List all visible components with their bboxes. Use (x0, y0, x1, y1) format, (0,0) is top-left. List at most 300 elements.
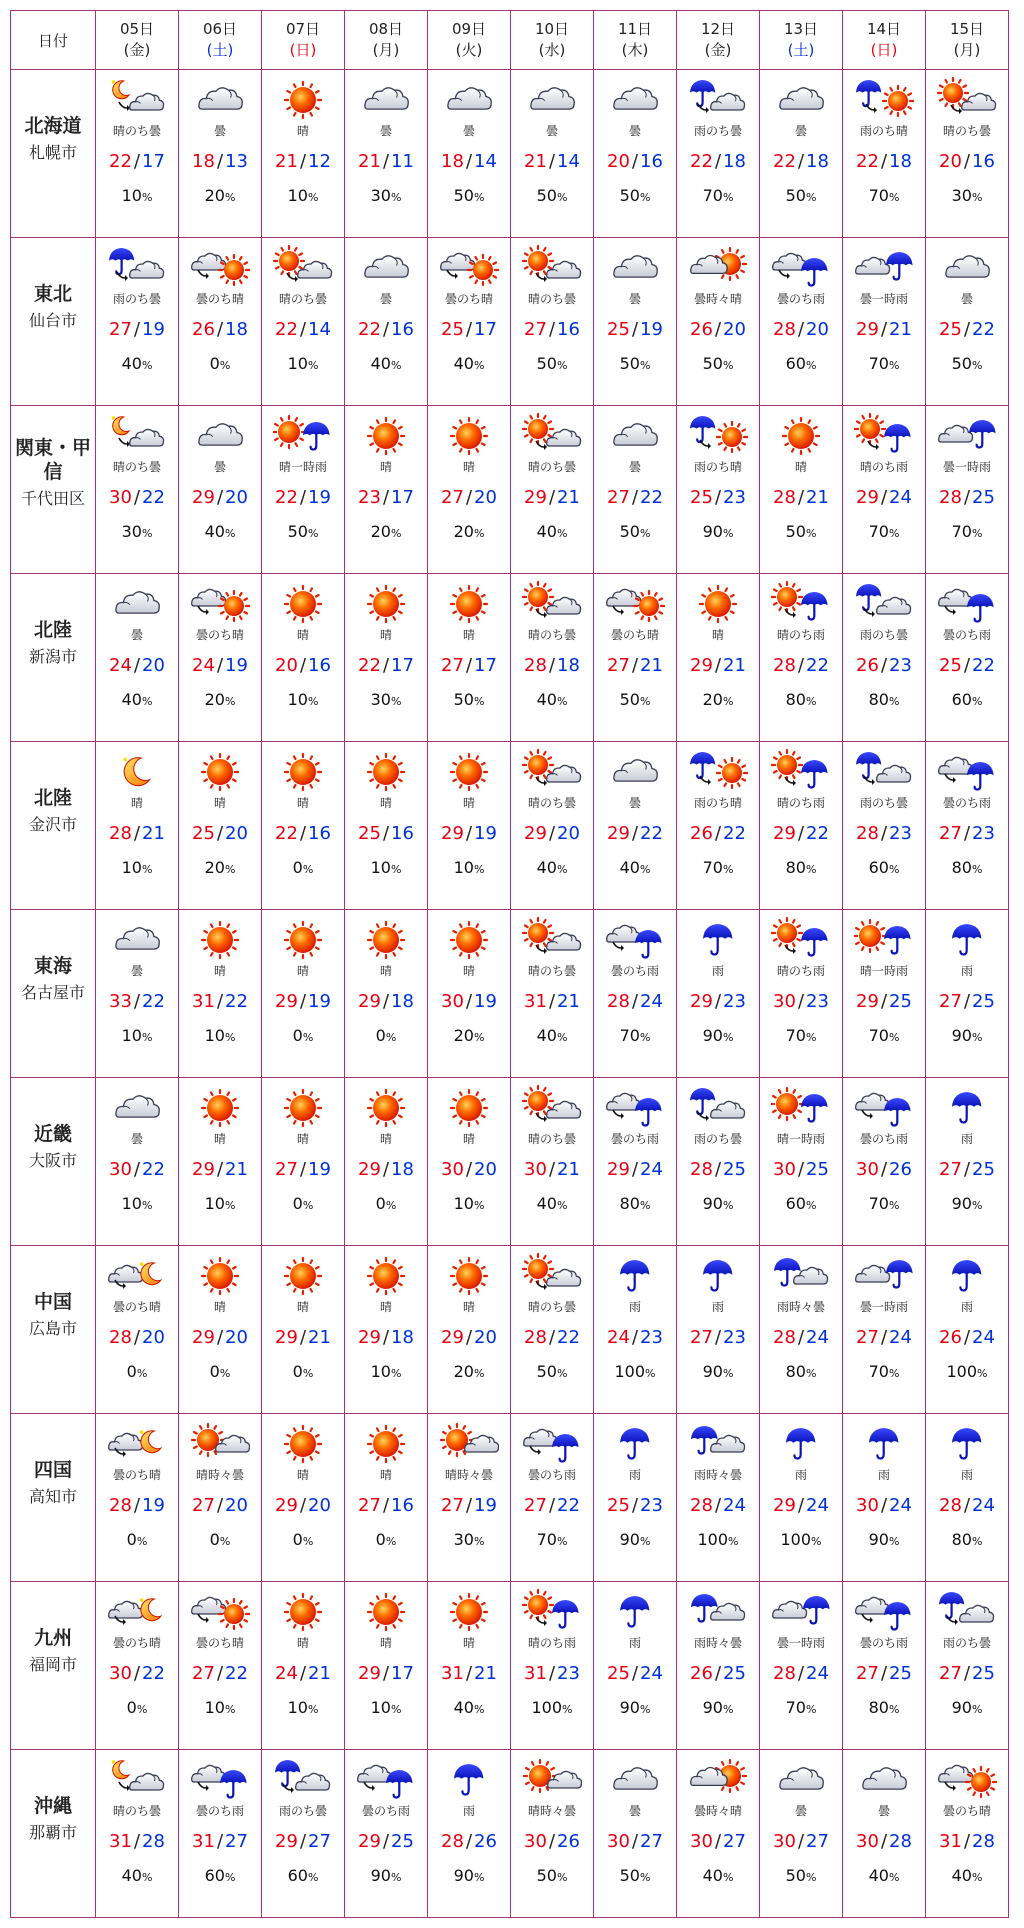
forecast-cell (926, 70, 1009, 238)
low-temp: 25 (723, 1159, 746, 1180)
temp-separator: / (714, 1831, 722, 1852)
low-temp: 24 (889, 1495, 912, 1516)
region-header (11, 1078, 96, 1246)
rain-icon (688, 916, 748, 962)
high-temp: 27 (856, 1327, 879, 1348)
percent-sign: % (639, 1703, 651, 1716)
forecast-cell (262, 1582, 345, 1750)
weather-text: 曇 (379, 292, 392, 306)
weather-text: 晴 (296, 124, 309, 138)
temp-separator: / (631, 655, 639, 676)
temp-separator: / (299, 823, 307, 844)
forecast-cell (760, 70, 843, 238)
high-temp: 27 (441, 487, 464, 508)
day-weekday: (土) (787, 41, 815, 59)
low-temp: 18 (806, 151, 829, 172)
forecast-cell (428, 1246, 511, 1414)
precip-value: 50 (785, 522, 806, 541)
low-temp: 27 (308, 1831, 331, 1852)
temp-separator: / (216, 655, 224, 676)
temp-separator: / (133, 655, 141, 676)
weather-text: 晴のち曇 (527, 1132, 576, 1146)
percent-sign: % (971, 1535, 983, 1548)
high-temp: 28 (939, 1495, 962, 1516)
low-temp: 23 (640, 1327, 663, 1348)
weather-text: 雨のち曇 (112, 292, 161, 306)
high-temp: 28 (524, 655, 547, 676)
precip-chance (96, 690, 178, 712)
temperature-pair (262, 655, 344, 677)
temp-separator: / (797, 1327, 805, 1348)
percent-sign: % (141, 359, 153, 372)
temp-separator: / (797, 487, 805, 508)
low-temp: 19 (142, 1495, 165, 1516)
weather-text: 晴 (462, 1300, 475, 1314)
low-temp: 23 (806, 991, 829, 1012)
low-temp: 22 (640, 823, 663, 844)
rain-sometimes-cloud-icon (688, 1420, 748, 1466)
low-temp: 23 (889, 655, 912, 676)
high-temp: 27 (939, 1159, 962, 1180)
region-name: 九州 (33, 1627, 72, 1649)
percent-sign: % (556, 863, 568, 876)
temperature-pair (179, 823, 261, 845)
temp-separator: / (880, 1495, 888, 1516)
forecast-cell (96, 70, 179, 238)
precip-value: 20 (370, 522, 391, 541)
forecast-cell (96, 406, 179, 574)
precip-value: 40 (536, 858, 557, 877)
weather-text: 雨 (794, 1468, 807, 1482)
temp-separator: / (216, 487, 224, 508)
high-temp: 25 (441, 319, 464, 340)
cloud-icon (605, 244, 665, 290)
precip-value: 60 (868, 858, 889, 877)
weather-text: 晴 (379, 1132, 392, 1146)
weather-text: 雨時々曇 (776, 1300, 825, 1314)
weather-text: 晴 (379, 628, 392, 642)
high-temp: 29 (192, 1159, 215, 1180)
temperature-pair (594, 1327, 676, 1349)
region-name: 北海道 (24, 115, 82, 137)
forecast-cell (677, 1246, 760, 1414)
weather-text: 曇 (628, 292, 641, 306)
weather-text: 曇のち晴 (610, 628, 659, 642)
temperature-pair (179, 655, 261, 677)
precip-chance (262, 354, 344, 376)
low-temp: 21 (142, 823, 165, 844)
temperature-pair (428, 1159, 510, 1181)
temperature-pair (96, 487, 178, 509)
precip-chance (96, 1530, 178, 1552)
percent-sign: % (385, 1199, 397, 1212)
weather-text: 曇 (130, 964, 143, 978)
temp-separator: / (714, 151, 722, 172)
precip-chance (843, 1026, 925, 1048)
forecast-cell (345, 1750, 428, 1918)
precip-chance (760, 690, 842, 712)
weather-text: 曇 (628, 796, 641, 810)
temp-separator: / (963, 1327, 971, 1348)
percent-sign: % (971, 1199, 983, 1212)
precip-chance (594, 1194, 676, 1216)
precip-value: 50 (536, 186, 557, 205)
forecast-cell (96, 742, 179, 910)
temp-separator: / (465, 487, 473, 508)
forecast-cell (428, 1078, 511, 1246)
low-temp: 24 (889, 1327, 912, 1348)
weather-text: 曇のち晴 (444, 292, 493, 306)
temperature-pair (428, 151, 510, 173)
weather-text: 曇のち雨 (610, 964, 659, 978)
temperature-pair (428, 823, 510, 845)
percent-sign: % (141, 1199, 153, 1212)
day-header (179, 11, 262, 70)
day-date: 10日 (534, 20, 570, 38)
temp-separator: / (880, 1831, 888, 1852)
high-temp: 29 (524, 823, 547, 844)
temperature-pair (843, 1327, 925, 1349)
forecast-cell (428, 1582, 511, 1750)
temp-separator: / (133, 151, 141, 172)
temperature-pair (262, 1831, 344, 1853)
percent-sign: % (302, 1199, 314, 1212)
temperature-pair (926, 1495, 1008, 1517)
temp-separator: / (963, 1831, 971, 1852)
temp-separator: / (631, 151, 639, 172)
sun-then-cloud-icon (522, 1084, 582, 1130)
precip-chance (428, 522, 510, 544)
low-temp: 20 (557, 823, 580, 844)
high-temp: 23 (358, 487, 381, 508)
sun-icon (273, 916, 333, 962)
sun-then-cloud-icon (273, 244, 333, 290)
region-name: 北陸 (33, 619, 72, 641)
temp-separator: / (216, 1831, 224, 1852)
temperature-pair (511, 151, 593, 173)
temp-separator: / (963, 487, 971, 508)
temp-separator: / (133, 319, 141, 340)
precip-chance (428, 354, 510, 376)
temp-separator: / (797, 319, 805, 340)
precip-value: 90 (951, 1698, 972, 1717)
temp-separator: / (382, 151, 390, 172)
city-name: 大阪市 (28, 1151, 77, 1170)
low-temp: 19 (308, 487, 331, 508)
precip-value: 40 (536, 690, 557, 709)
precip-chance (594, 1866, 676, 1888)
low-temp: 21 (225, 1159, 248, 1180)
cloud-then-sun-icon (937, 1756, 997, 1802)
precip-chance (428, 1362, 510, 1384)
cloud-then-sun-icon (190, 1588, 250, 1634)
temp-separator: / (880, 1663, 888, 1684)
precip-value: 70 (868, 354, 889, 373)
high-temp: 22 (856, 151, 879, 172)
cloud-then-sun-icon (605, 580, 665, 626)
precip-value: 0 (292, 1362, 303, 1381)
low-temp: 27 (723, 1831, 746, 1852)
sun-briefly-rain-icon (273, 412, 333, 458)
temperature-pair (511, 1327, 593, 1349)
precip-chance (511, 1362, 593, 1384)
day-date: 09日 (451, 20, 487, 38)
low-temp: 21 (889, 319, 912, 340)
temp-separator: / (797, 655, 805, 676)
sun-icon (273, 580, 333, 626)
percent-sign: % (307, 695, 319, 708)
low-temp: 23 (557, 1663, 580, 1684)
precip-chance (677, 1194, 759, 1216)
forecast-cell (179, 1414, 262, 1582)
low-temp: 16 (972, 151, 995, 172)
day-date: 05日 (119, 20, 155, 38)
weather-text: 晴 (462, 628, 475, 642)
region-row (11, 910, 1009, 1078)
forecast-cell (760, 406, 843, 574)
percent-sign: % (722, 527, 734, 540)
precip-chance (428, 1530, 510, 1552)
forecast-cell (345, 70, 428, 238)
precip-value: 90 (619, 1530, 640, 1549)
temperature-pair (926, 1159, 1008, 1181)
precip-chance (677, 1698, 759, 1720)
low-temp: 24 (640, 991, 663, 1012)
percent-sign: % (473, 1367, 485, 1380)
high-temp: 28 (939, 487, 962, 508)
precip-value: 70 (536, 1530, 557, 1549)
forecast-cell (843, 910, 926, 1078)
temperature-pair (345, 1327, 427, 1349)
temperature-pair (926, 487, 1008, 509)
precip-value: 30 (453, 1530, 474, 1549)
cloud-icon (190, 412, 250, 458)
precip-chance (179, 186, 261, 208)
low-temp: 24 (806, 1327, 829, 1348)
percent-sign: % (302, 1031, 314, 1044)
low-temp: 19 (640, 319, 663, 340)
temperature-pair (677, 823, 759, 845)
precip-value: 10 (121, 1194, 142, 1213)
city-name: 千代田区 (20, 489, 85, 508)
precip-value: 50 (702, 354, 723, 373)
weather-text: 曇のち晴 (195, 628, 244, 642)
forecast-cell (594, 1582, 677, 1750)
precip-chance (843, 186, 925, 208)
sun-then-rain-icon (771, 580, 831, 626)
precip-value: 10 (121, 186, 142, 205)
high-temp: 29 (524, 487, 547, 508)
precip-value: 70 (951, 522, 972, 541)
high-temp: 27 (109, 319, 132, 340)
precip-chance (262, 186, 344, 208)
temp-separator: / (299, 1831, 307, 1852)
region-row (11, 1414, 1009, 1582)
rain-then-cloud-icon (854, 580, 914, 626)
precip-chance (511, 354, 593, 376)
weather-text: 雨 (960, 964, 973, 978)
precip-chance (594, 186, 676, 208)
precip-chance (262, 690, 344, 712)
forecast-cell (345, 574, 428, 742)
precip-chance (511, 1194, 593, 1216)
temp-separator: / (548, 991, 556, 1012)
precip-value: 70 (868, 1362, 889, 1381)
temperature-pair (843, 1663, 925, 1685)
high-temp: 21 (275, 151, 298, 172)
low-temp: 22 (142, 487, 165, 508)
temperature-pair (677, 1495, 759, 1517)
precip-value: 80 (868, 1698, 889, 1717)
precip-value: 20 (204, 858, 225, 877)
forecast-cell (345, 1246, 428, 1414)
weather-text: 曇一時雨 (859, 292, 908, 306)
high-temp: 31 (109, 1831, 132, 1852)
weather-text: 雨 (711, 1300, 724, 1314)
temp-separator: / (880, 487, 888, 508)
day-date: 15日 (949, 20, 985, 38)
temperature-pair (594, 991, 676, 1013)
precip-chance (926, 1698, 1008, 1720)
weather-text: 曇 (379, 124, 392, 138)
precip-value: 50 (619, 522, 640, 541)
low-temp: 21 (806, 487, 829, 508)
weather-text: 曇 (213, 460, 226, 474)
sun-icon (273, 1420, 333, 1466)
forecast-cell (511, 70, 594, 238)
high-temp: 22 (690, 151, 713, 172)
weather-text: 雨のち曇 (693, 1132, 742, 1146)
temp-separator: / (548, 823, 556, 844)
percent-sign: % (307, 191, 319, 204)
weather-text: 曇のち雨 (610, 1132, 659, 1146)
precip-chance (677, 1530, 759, 1552)
temp-separator: / (133, 1159, 141, 1180)
precip-value: 80 (868, 690, 889, 709)
precip-value: 50 (536, 354, 557, 373)
forecast-cell (96, 1414, 179, 1582)
precip-value: 0 (375, 1530, 386, 1549)
percent-sign: % (888, 1031, 900, 1044)
temp-separator: / (880, 823, 888, 844)
temp-separator: / (133, 487, 141, 508)
forecast-cell (677, 1750, 760, 1918)
day-weekday: (月) (953, 41, 981, 59)
weather-text: 雨 (628, 1636, 641, 1650)
low-temp: 21 (557, 991, 580, 1012)
weather-text: 晴のち雨 (776, 964, 825, 978)
precip-chance (96, 186, 178, 208)
precip-chance (262, 1530, 344, 1552)
low-temp: 19 (308, 991, 331, 1012)
precip-chance (760, 354, 842, 376)
cloud-then-sun-icon (190, 580, 250, 626)
high-temp: 29 (358, 1831, 381, 1852)
low-temp: 24 (723, 1495, 746, 1516)
forecast-cell (511, 238, 594, 406)
precip-value: 60 (951, 690, 972, 709)
temperature-pair (677, 655, 759, 677)
percent-sign: % (722, 1871, 734, 1884)
precip-chance (843, 1362, 925, 1384)
percent-sign: % (805, 1871, 817, 1884)
precip-value: 40 (951, 1866, 972, 1885)
temperature-pair (594, 1159, 676, 1181)
percent-sign: % (141, 1031, 153, 1044)
precip-value: 50 (536, 1362, 557, 1381)
weather-text: 雨のち晴 (693, 796, 742, 810)
high-temp: 31 (441, 1663, 464, 1684)
precip-chance (262, 1362, 344, 1384)
cloud-briefly-rain-icon (771, 1588, 831, 1634)
forecast-cell (926, 1750, 1009, 1918)
forecast-cell (926, 1414, 1009, 1582)
low-temp: 22 (225, 1663, 248, 1684)
precip-chance (926, 354, 1008, 376)
sun-icon (439, 1252, 499, 1298)
weather-text: 晴一時雨 (776, 1132, 825, 1146)
region-row (11, 1078, 1009, 1246)
forecast-cell (262, 742, 345, 910)
percent-sign: % (473, 1703, 485, 1716)
region-row (11, 238, 1009, 406)
cloud-icon (605, 76, 665, 122)
percent-sign: % (141, 1871, 153, 1884)
city-name: 札幌市 (28, 143, 77, 162)
low-temp: 20 (225, 1327, 248, 1348)
temperature-pair (96, 319, 178, 341)
precip-value: 100 (946, 1362, 978, 1381)
temp-separator: / (880, 1159, 888, 1180)
temp-separator: / (299, 487, 307, 508)
region-name: 東北 (33, 283, 72, 305)
low-temp: 27 (640, 1831, 663, 1852)
temp-separator: / (299, 991, 307, 1012)
low-temp: 19 (142, 319, 165, 340)
precip-chance (96, 1194, 178, 1216)
percent-sign: % (385, 1031, 397, 1044)
precip-value: 40 (536, 522, 557, 541)
percent-sign: % (722, 863, 734, 876)
sun-icon (273, 76, 333, 122)
percent-sign: % (224, 863, 236, 876)
precip-value: 20 (702, 690, 723, 709)
cloud-then-rain-icon (937, 748, 997, 794)
cloud-then-rain-icon (605, 1084, 665, 1130)
high-temp: 27 (192, 1663, 215, 1684)
weather-text: 曇 (794, 1804, 807, 1818)
percent-sign: % (307, 359, 319, 372)
precip-chance (677, 690, 759, 712)
day-date: 14日 (866, 20, 902, 38)
precip-chance (594, 522, 676, 544)
percent-sign: % (639, 1535, 651, 1548)
temp-separator: / (880, 1327, 888, 1348)
precip-chance (594, 690, 676, 712)
temperature-pair (594, 655, 676, 677)
precip-chance (345, 1362, 427, 1384)
temperature-pair (96, 823, 178, 845)
sun-then-rain-icon (771, 748, 831, 794)
precip-chance (262, 858, 344, 880)
low-temp: 28 (142, 1831, 165, 1852)
precip-chance (262, 1698, 344, 1720)
percent-sign: % (971, 1031, 983, 1044)
weather-text: 曇 (545, 124, 558, 138)
precip-value: 70 (868, 1194, 889, 1213)
percent-sign: % (805, 1367, 817, 1380)
forecast-cell (926, 574, 1009, 742)
